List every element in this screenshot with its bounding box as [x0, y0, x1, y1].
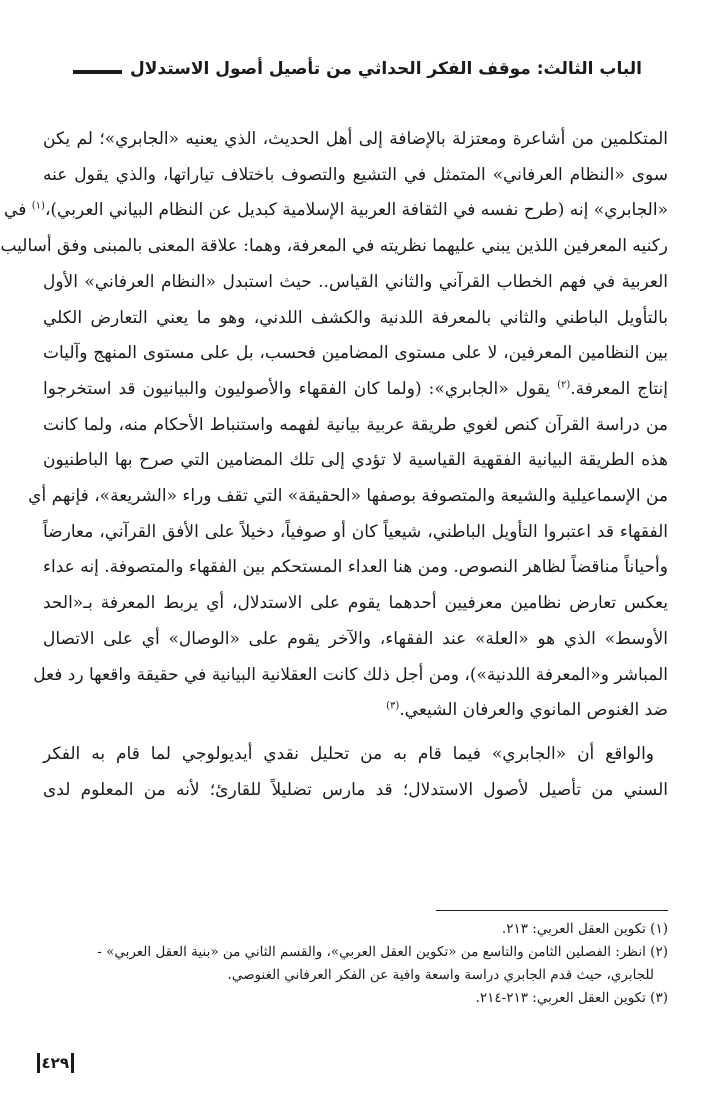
text-line-body: ضد الغنوص المانوي والعرفان الشيعي.: [399, 700, 668, 721]
text-line: وأحياناً مناقضاً لظاهر النصوص. ومن هنا العداء المستحكم بين الفقهاء والمتصوفة. إنه عداء: [43, 557, 668, 578]
footnote-ref[interactable]: (٢): [557, 379, 571, 391]
footnote-2: [43, 941, 668, 987]
text-line-body: «الجابري» إنه (طرح نفسه في الثقافة العربية الإسلامية كبديل عن النظام البياني العربي)،: [44, 200, 668, 221]
footnote-ref[interactable]: (٣): [386, 700, 400, 712]
paragraph-2: [43, 737, 668, 808]
text-line-body: إنتاج المعرفة.$^{(٢)}$ يقول «الجابري»: (ولما كان الفقهاء والأصوليون والبيانيون قد استخرجوا: [43, 378, 668, 399]
header-rule: [87, 70, 122, 74]
page-number-text: ٤٢٩: [41, 1054, 69, 1072]
footnote-continuation: للجابري، حيث قدم الجابري دراسة واسعة وافية عن الفكر العرفاني الغنوصي.: [227, 967, 654, 983]
footnote-text: (٢) انظر: الفصلين الثامن والتاسع من «تكوين العقل العربي»، والقسم الثاني من «بنية العقل العربي» -: [97, 944, 668, 960]
text-line-tail: في: [4, 200, 27, 221]
text-line: والواقع أن «الجابري» فيما قام به من تحليل نقدي أيديولوجي لما قام به الفكر: [43, 743, 654, 764]
text-line: من الإسماعيلية والشيعة والمتصوفة بوصفها «الحقيقة» التي تقف وراء «الشريعة»، فإنهم أي: [28, 486, 668, 507]
text-line: المباشر و«المعرفة اللدنية»)، ومن أجل ذلك كانت العقلانية البيانية في حقيقة واقعها رد فعل: [33, 664, 668, 685]
page-number-bar-right: [71, 1053, 74, 1073]
text-line: [43, 693, 668, 729]
text-line: العربية في فهم الخطاب القرآني والثاني القياس.. حيث استبدل «النظام العرفاني» الأول: [43, 271, 668, 292]
footnote-ref[interactable]: (١): [31, 200, 45, 212]
page-number: [37, 1053, 74, 1073]
text-line: سوى «النظام العرفاني» المتمثل في التشيع والتصوف باختلاف تياراتها، والذي يقول عنه: [43, 164, 668, 185]
text-line: السني من تأصيل لأصول الاستدلال؛ قد مارس تضليلاً للقارئ؛ لأنه من المعلوم لدى: [43, 779, 668, 800]
footnote-separator: [436, 910, 668, 911]
main-text: [0, 122, 668, 808]
text-line: هذه الطريقة البيانية الفقهية القياسية لا تؤدي إلى تلك المضامين التي صرح بها الباطنيون: [43, 450, 668, 471]
paragraph-1: [0, 122, 668, 729]
footnote-1: [43, 918, 668, 941]
book-page: [2, 0, 710, 1114]
text-line: الأوسط» الذي هو «العلة» عند الفقهاء، والآخر يقوم على «الوصال» أي على الاتصال: [43, 628, 668, 649]
text-line: بالتأويل الباطني والثاني بالمعرفة اللدنية والكشف اللدني، وهو ما يعني التعارض الكلي: [43, 307, 668, 328]
footnote-3: [43, 987, 668, 1010]
text-line: يعكس تعارض نظامين معرفيين أحدهما يقوم على الاستدلال، أي يربط المعرفة بـ«الحد: [43, 593, 668, 614]
text-line: [4, 193, 668, 229]
text-line: [43, 372, 668, 408]
text-line: بين النظامين المعرفين، لا على مستوى المضامين فحسب، بل على مستوى المنهج وآليات: [43, 343, 668, 364]
footnotes: [43, 918, 668, 1010]
chapter-title: الباب الثالث: موقف الفكر الحداثي من تأصيل أصول الاستدلال: [129, 59, 642, 79]
running-header: [67, 54, 642, 84]
text-line: ركنيه المعرفين اللذين يبني عليهما نظريته في المعرفة، وهما: علاقة المعنى بالمبنى وفق أساليب: [0, 236, 668, 257]
text-line: الفقهاء قد اعتبروا التأويل الباطني، شيعياً كان أو صوفياً، دخيلاً على الأفق القرآني، معارضاً: [43, 521, 668, 542]
footnote-text: (١) تكوين العقل العربي: ٢١٣.: [501, 921, 668, 937]
text-line: من دراسة القرآن كنص لغوي طريقة عربية بيانية لفهمه واستنباط الأحكام منه، ولما كانت: [43, 414, 668, 435]
footnote-text: (٣) تكوين العقل العربي: ٢١٣-٢١٤.: [475, 990, 668, 1006]
text-line: المتكلمين من أشاعرة ومعتزلة بالإضافة إلى أهل الحديث، الذي يعنيه «الجابري»؛ لم يكن: [43, 129, 668, 149]
header-rule-tail: [73, 70, 87, 74]
